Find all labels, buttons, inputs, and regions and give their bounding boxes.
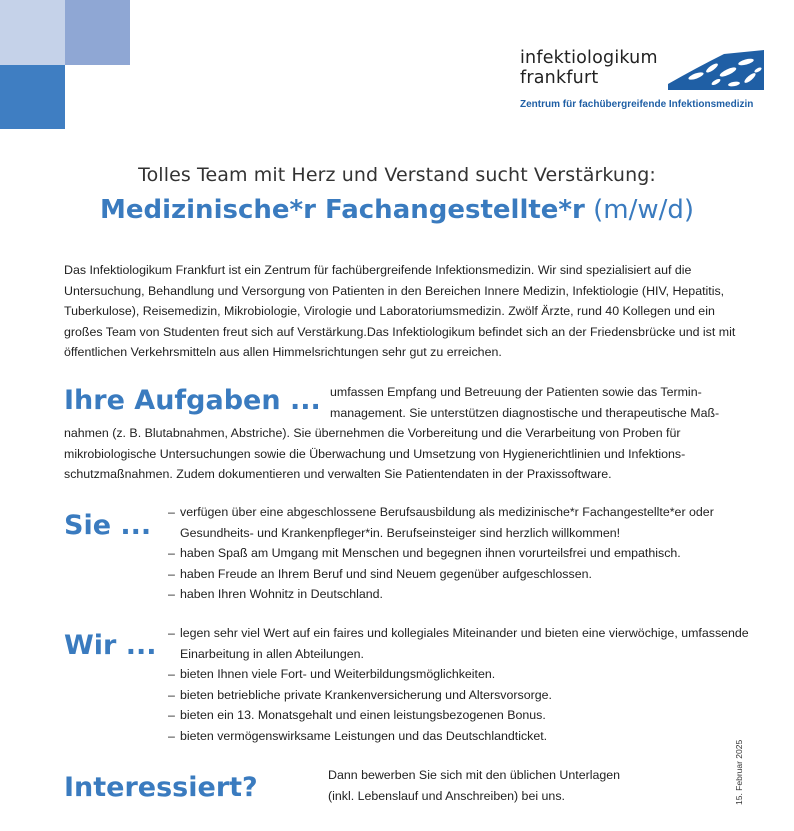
list-item: – haben Spaß am Umgang mit Menschen und begegnen ihnen vorurteilsfrei und empathisch. — [168, 543, 758, 564]
job-title — [0, 195, 794, 225]
interessiert-line-1: Dann bewerben Sie sich mit den üblichen Unterlagen — [328, 768, 621, 782]
logo-subtitle: Zentrum für fachübergreifende Infektionsmedizin — [520, 99, 754, 110]
date-label: 15. Februar 2025 — [734, 739, 744, 805]
wir-list — [168, 623, 758, 746]
decor-square-mid — [65, 0, 130, 65]
aufgaben-text-bottom: nahmen (z. B. Blutabnahmen, Abstriche). Sie übernehmen die Vorbereitung und die Verarbeitung von Proben für mikrobiologische Untersuchungen sowie die Überwachung und Umsetzung von Hygienerichtlinien und Infektions-schutzmaßnahmen. Zudem dokumentieren und verwalten Sie Patientendaten in der Praxissoftware. — [64, 426, 686, 481]
aufgaben-heading: Ihre Aufgaben ... — [64, 385, 321, 416]
list-item: – legen sehr viel Wert auf ein faires und kollegiales Miteinander und bieten eine vierwöchige, umfassende Einarbeitung in allen Abteilungen. — [168, 623, 758, 664]
job-title-main: Medizinische*r Fachangestellte*r — [99, 195, 585, 225]
intro-paragraph: Das Infektiologikum Frankfurt ist ein Zentrum für fachübergreifende Infektionsmedizin. Wir sind spezialisiert auf die Untersuchung, Behandlung und Versorgung von Patienten in den Bereichen Innere Medizin, Infektiologie (HIV, Hepatitis, Tuberkulose), Reisemedizin, Mikrobiologie, Virologie und Laboratoriumsmedizin. Zwölf Ärzte, rund 40 Kollegen und ein großes Team von Studenten freut sich auf Verstärkung.Das Infektiologikum befindet sich an der Friedensbrücke und ist mit öffentlichen Verkehrsmitteln aus allen Himmelsrichtungen sehr gut zu erreichen. — [64, 263, 736, 359]
list-item: – bieten Ihnen viele Fort- und Weiterbildungsmöglichkeiten. — [168, 664, 758, 685]
decor-square-light — [0, 0, 65, 65]
list-item: – bieten ein 13. Monatsgehalt und einen leistungsbezogenen Bonus. — [168, 705, 758, 726]
wir-heading: Wir ... — [64, 630, 157, 661]
sie-list — [168, 502, 758, 605]
list-item: – haben Freude an Ihrem Beruf und sind Neuem gegenüber aufgeschlossen. — [168, 564, 758, 585]
list-item: – verfügen über eine abgeschlossene Berufsausbildung als medizinische*r Fachangestellte*er oder Gesundheits- und Krankenpfleger*in. Berufseinsteiger sind herzlich willkommen! — [168, 502, 758, 543]
decor-square-dark — [0, 65, 65, 129]
logo-line-2: frankfurt — [520, 68, 599, 88]
sie-heading: Sie ... — [64, 510, 152, 541]
job-title-suffix: (m/w/d) — [584, 195, 695, 225]
aufgaben-text-top: umfassen Empfang und Betreuung der Patienten sowie das Termin-management. Sie unterstützen diagnostische und therapeutische Maß- — [330, 385, 720, 420]
list-item: – bieten betriebliche private Krankenversicherung und Altersvorsorge. — [168, 685, 758, 706]
interessiert-line-2: (inkl. Lebenslauf und Anschreiben) bei uns. — [328, 788, 565, 803]
headline: Tolles Team mit Herz und Verstand sucht Verstärkung: — [138, 164, 656, 186]
logo-line-1: infektiologikum — [520, 48, 658, 68]
interessiert-text — [328, 765, 708, 806]
list-item: – haben Ihren Wohnitz in Deutschland. — [168, 584, 758, 605]
list-item: – bieten vermögenswirksame Leistungen und das Deutschlandticket. — [168, 726, 758, 747]
bacteria-logo-icon — [666, 50, 766, 90]
logo — [520, 48, 760, 118]
interessiert-heading: Interessiert? — [64, 772, 258, 803]
